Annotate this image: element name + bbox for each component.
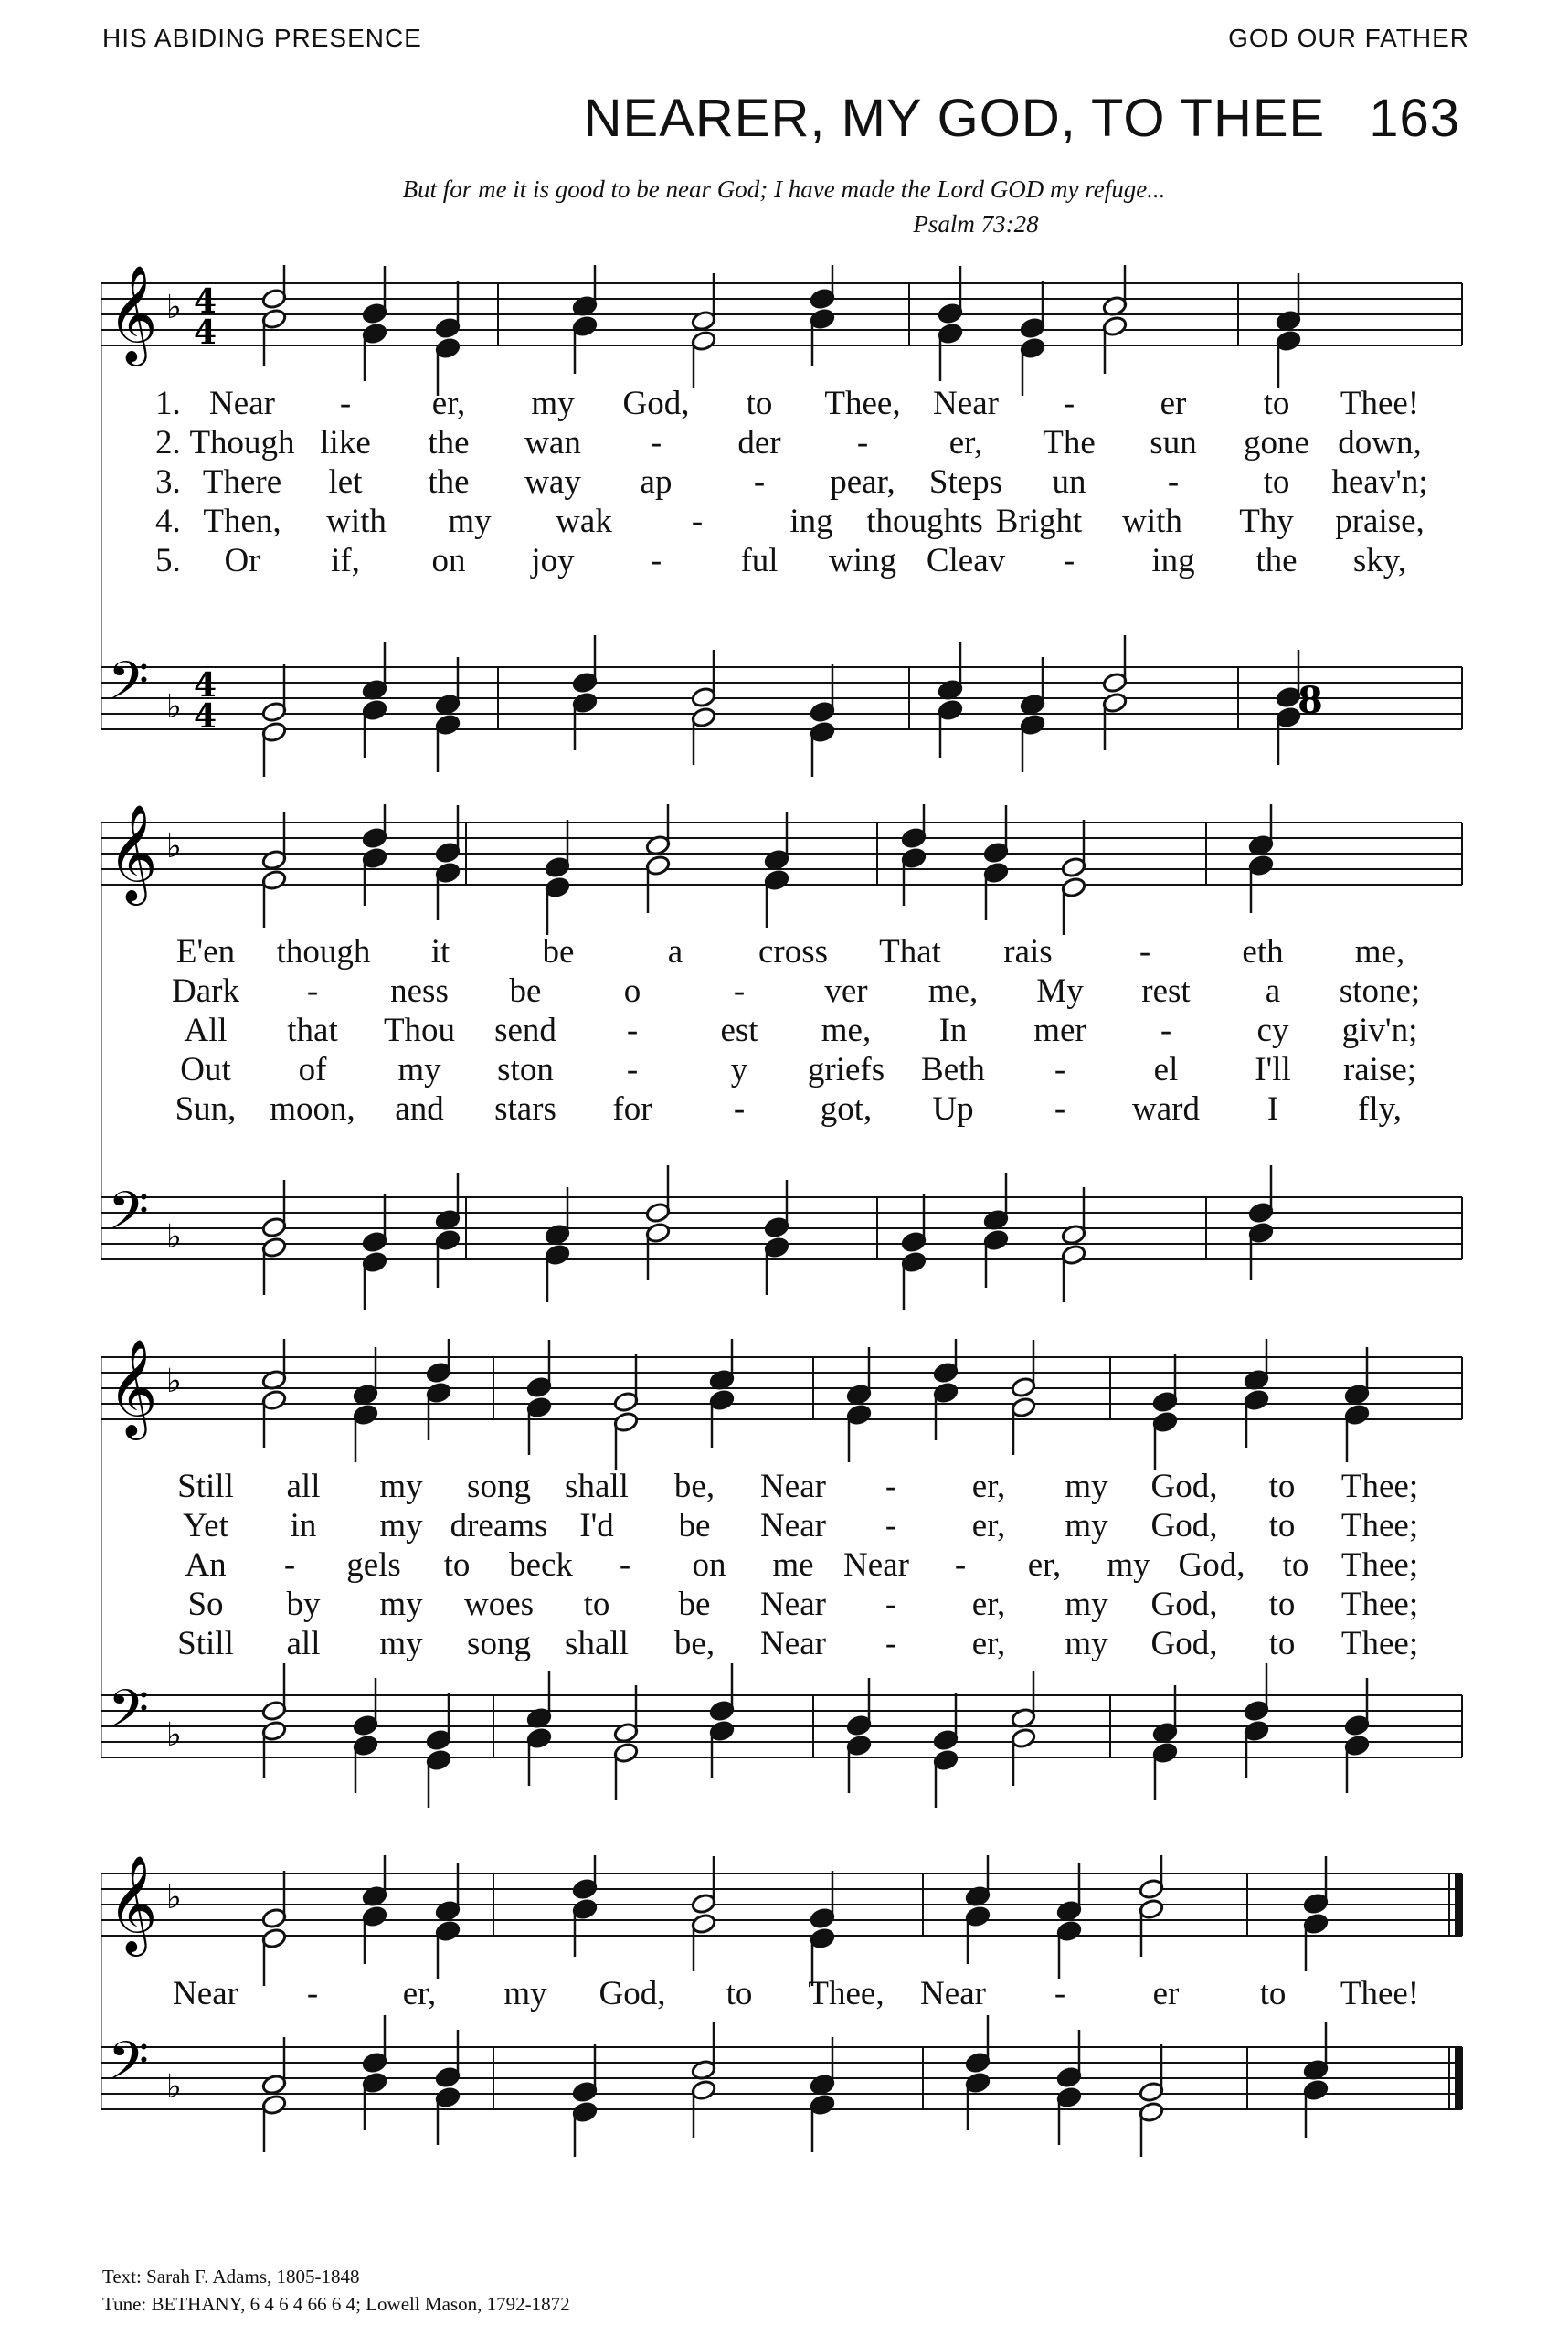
- lyric-syllable: to: [1268, 1468, 1296, 1505]
- lyric-syllable: God,: [1178, 1546, 1245, 1584]
- lyric-syllable: Still: [177, 1468, 234, 1505]
- lyric-syllable: the: [1255, 542, 1298, 579]
- flat-key-signature-icon: ♭: [166, 1218, 182, 1256]
- lyric-syllable: -: [626, 1051, 639, 1088]
- lyric-syllable: -: [306, 1975, 319, 2012]
- lyric-syllable: ap: [640, 463, 673, 501]
- lyric-syllable: joy: [531, 542, 575, 579]
- bass-clef-icon: 𝄢: [108, 1180, 150, 1255]
- lyric-syllable: to: [443, 1546, 471, 1584]
- lyric-syllable: er,: [948, 424, 983, 462]
- lyric-syllable: Thee;: [1340, 1546, 1419, 1584]
- lyric-syllable: my: [448, 503, 492, 540]
- bass-notes: [261, 635, 1301, 777]
- music-system-1: [101, 265, 1471, 777]
- lyric-syllable: my: [379, 1625, 423, 1662]
- lyric-syllable: er,: [971, 1625, 1006, 1662]
- lyric-syllable: o: [623, 972, 641, 1010]
- treble-clef-icon: 𝄞: [108, 265, 158, 362]
- lyric-syllable: with: [1122, 503, 1182, 540]
- lyric-syllable: Near: [173, 1975, 238, 2012]
- lyric-syllable: to: [1282, 1546, 1309, 1584]
- lyric-syllable: Near: [920, 1975, 986, 2012]
- lyric-syllable: dreams: [450, 1507, 548, 1545]
- lyric-syllable: that: [287, 1012, 338, 1049]
- lyric-syllable: be: [678, 1507, 711, 1545]
- bass-clef-icon: 𝄢: [108, 2030, 150, 2105]
- running-header-left: HIS ABIDING PRESENCE: [102, 24, 422, 52]
- treble-staff: [101, 1339, 1462, 1440]
- lyric-syllable: my: [1065, 1586, 1108, 1623]
- lyric-line: [101, 541, 1471, 581]
- lyric-line: [101, 1506, 1471, 1546]
- lyric-syllable: the: [428, 424, 470, 462]
- verse-number: 1.: [155, 385, 181, 422]
- lyric-syllable: mer: [1033, 1012, 1086, 1049]
- lyric-syllable: my: [379, 1507, 423, 1545]
- lyric-syllable: Thy: [1239, 503, 1294, 540]
- treble-clef-icon: 𝄞: [108, 804, 158, 901]
- lyric-syllable: woes: [463, 1586, 535, 1623]
- lyric-line: [101, 423, 1471, 463]
- flat-key-signature-icon: ♭: [166, 289, 182, 326]
- lyric-syllable: praise,: [1335, 503, 1425, 540]
- running-header-right: GOD OUR FATHER: [1228, 24, 1469, 52]
- lyric-syllable: Thee!: [1340, 1975, 1420, 2012]
- lyric-syllable: me: [772, 1546, 814, 1584]
- epigraph: [0, 172, 1568, 241]
- lyric-syllable: let: [328, 463, 363, 501]
- lyric-syllable: sky,: [1352, 542, 1407, 579]
- lyric-syllable: be: [509, 972, 542, 1010]
- lyric-syllable: er,: [971, 1586, 1006, 1623]
- lyric-syllable: -: [626, 1012, 639, 1049]
- lyric-syllable: I'll: [1255, 1051, 1291, 1088]
- lyric-syllable: Still: [177, 1625, 234, 1662]
- lyric-syllable: Thee;: [1340, 1507, 1419, 1545]
- epigraph-text: But for me it is good to be near God; I have made the Lord GOD my refuge...: [402, 175, 1166, 203]
- lyric-syllable: Up: [932, 1090, 974, 1128]
- lyric-syllable: God,: [1150, 1586, 1218, 1623]
- lyric-syllable: song: [467, 1625, 531, 1662]
- lyric-syllable: ver: [824, 972, 868, 1010]
- verse-number: 2.: [155, 424, 181, 462]
- bass-notes: [261, 1663, 1370, 1808]
- lyric-syllable: -: [1063, 542, 1075, 579]
- hymn-title: NEARER, MY GOD, TO THEE: [583, 89, 1326, 148]
- lyric-syllable: shall: [565, 1468, 629, 1505]
- lyric-syllable: -: [1167, 463, 1180, 501]
- lyric-syllable: Near: [933, 385, 999, 422]
- lyric-syllable: got,: [820, 1090, 873, 1128]
- lyric-syllable: Near: [760, 1468, 826, 1505]
- lyric-syllable: all: [286, 1468, 321, 1505]
- credits-tune: Tune: BETHANY, 6 4 6 4 66 6 4; Lowell Mason, 1792-1872: [102, 2293, 570, 2315]
- lyric-syllable: -: [339, 385, 352, 422]
- time-signature-top: 4: [194, 282, 217, 321]
- lyric-syllable: cross: [758, 933, 829, 971]
- bass-clef-icon: 𝄢: [108, 1678, 150, 1753]
- lyric-syllable: Or: [224, 542, 260, 579]
- credits: [102, 2263, 570, 2318]
- lyric-line: [101, 1011, 1471, 1051]
- lyric-syllable: -: [885, 1625, 897, 1662]
- lyric-syllable: ful: [740, 542, 779, 579]
- lyric-syllable: Near: [843, 1546, 909, 1584]
- lyric-syllable: God,: [622, 385, 690, 422]
- time-signature-top: 4: [194, 666, 217, 705]
- music-system-4: [101, 1855, 1471, 2157]
- lyric-syllable: gone: [1244, 424, 1309, 462]
- flat-key-signature-icon: ♭: [166, 1716, 182, 1754]
- lyric-syllable: -: [1139, 933, 1151, 971]
- lyric-syllable: wing: [829, 542, 896, 579]
- lyric-syllable: rais: [1003, 933, 1053, 971]
- lyric-line: [101, 971, 1471, 1012]
- lyric-syllable: beck: [509, 1546, 573, 1584]
- lyric-syllable: ing: [1151, 542, 1195, 579]
- lyric-syllable: fly,: [1358, 1090, 1402, 1128]
- lyric-syllable: to: [746, 385, 773, 422]
- lyric-line: [101, 1089, 1471, 1130]
- lyric-syllable: pear,: [830, 463, 895, 501]
- lyric-line: [101, 502, 1471, 542]
- lyric-syllable: Then,: [203, 503, 281, 540]
- lyric-syllable: way: [524, 463, 581, 501]
- verse-number: 4.: [155, 503, 181, 540]
- lyric-syllable: Steps: [928, 463, 1003, 501]
- lyric-syllable: That: [879, 933, 941, 971]
- flat-key-signature-icon: ♭: [166, 828, 182, 865]
- lyric-syllable: E'en: [175, 933, 236, 971]
- lyric-syllable: Thee;: [1340, 1625, 1419, 1662]
- time-signature-bottom: 4: [194, 697, 217, 736]
- hymn-title-block: [584, 88, 1460, 149]
- verse-number: 5.: [155, 542, 181, 579]
- lyric-syllable: er,: [971, 1468, 1006, 1505]
- flat-key-signature-icon: ♭: [166, 2068, 182, 2106]
- lyric-syllable: eth: [1242, 933, 1284, 971]
- lyric-syllable: me,: [927, 972, 979, 1010]
- lyric-syllable: my: [1065, 1468, 1108, 1505]
- lyric-syllable: to: [1263, 385, 1290, 422]
- lyric-syllable: Thee,: [808, 1975, 885, 2012]
- lyric-syllable: -: [1160, 1012, 1172, 1049]
- lyric-syllable: God,: [1150, 1507, 1218, 1545]
- lyric-syllable: me,: [821, 1012, 872, 1049]
- lyric-syllable: -: [733, 1090, 746, 1128]
- lyric-syllable: gels: [346, 1546, 401, 1584]
- lyric-line: [101, 932, 1471, 972]
- lyric-syllable: I'd: [579, 1507, 614, 1545]
- bass-staff: [101, 2030, 1463, 2109]
- treble-clef-icon: 𝄞: [108, 1339, 158, 1436]
- lyric-syllable: Thou: [383, 1012, 456, 1049]
- treble-staff: [101, 1855, 1463, 1957]
- lyric-syllable: God,: [1150, 1625, 1218, 1662]
- lyric-syllable: on: [431, 542, 466, 579]
- lyric-syllable: I: [1266, 1090, 1279, 1128]
- lyric-syllable: -: [753, 463, 766, 501]
- lyric-syllable: shall: [565, 1625, 629, 1662]
- lyric-syllable: my: [397, 1051, 441, 1088]
- lyric-syllable: Near: [760, 1586, 826, 1623]
- lyric-syllable: by: [286, 1586, 321, 1623]
- lyric-syllable: el: [1153, 1051, 1179, 1088]
- bass-clef-icon: 𝄢: [108, 650, 150, 725]
- lyric-syllable: be: [542, 933, 575, 971]
- lyric-syllable: my: [1065, 1507, 1108, 1545]
- lyric-line: [101, 1974, 1471, 2014]
- lyric-syllable: Near: [760, 1625, 826, 1662]
- lyric-syllable: -: [733, 972, 746, 1010]
- lyric-syllable: my: [531, 385, 575, 422]
- hymn-number: 163: [1369, 89, 1460, 148]
- lyric-syllable: Near: [209, 385, 275, 422]
- lyric-syllable: er,: [1027, 1546, 1062, 1584]
- lyric-syllable: -: [619, 1546, 631, 1584]
- lyric-syllable: for: [612, 1090, 652, 1128]
- lyric-syllable: er: [1160, 385, 1187, 422]
- lyric-syllable: In: [938, 1012, 968, 1049]
- lyric-syllable: and: [395, 1090, 444, 1128]
- lyric-syllable: to: [1268, 1586, 1296, 1623]
- lyric-syllable: -: [954, 1546, 967, 1584]
- lyric-syllable: my: [379, 1586, 423, 1623]
- lyric-syllable: with: [326, 503, 387, 540]
- lyric-syllable: moon,: [270, 1090, 355, 1128]
- lyric-syllable: the: [428, 463, 470, 501]
- bass-notes: [261, 2015, 1329, 2157]
- lyric-syllable: Out: [180, 1051, 231, 1088]
- lyric-syllable: giv'n;: [1341, 1012, 1418, 1049]
- lyric-syllable: thoughts: [866, 503, 983, 540]
- lyric-syllable: -: [691, 503, 704, 540]
- lyric-syllable: -: [650, 542, 662, 579]
- bass-staff: [101, 650, 1462, 736]
- lyric-syllable: ward: [1132, 1090, 1200, 1128]
- epigraph-reference: Psalm 73:28: [913, 210, 1039, 238]
- flat-key-signature-icon: ♭: [166, 688, 182, 726]
- lyric-syllable: to: [583, 1586, 610, 1623]
- verse-number: 3.: [155, 463, 181, 501]
- lyric-syllable: ing: [789, 503, 833, 540]
- lyric-syllable: be,: [673, 1468, 715, 1505]
- lyric-syllable: ness: [390, 972, 449, 1010]
- lyric-syllable: a: [667, 933, 683, 971]
- lyric-syllable: -: [1054, 1090, 1066, 1128]
- lyric-line: [101, 1545, 1471, 1586]
- lyric-syllable: der: [737, 424, 781, 462]
- lyric-syllable: to: [1268, 1625, 1296, 1662]
- lyric-syllable: on: [692, 1546, 726, 1584]
- lyric-syllable: stars: [494, 1090, 556, 1128]
- treble-clef-icon: 𝄞: [108, 1855, 158, 1952]
- credits-text: Text: Sarah F. Adams, 1805-1848: [102, 2266, 360, 2288]
- lyric-syllable: a: [1265, 972, 1281, 1010]
- lyric-syllable: be,: [673, 1625, 715, 1662]
- lyric-syllable: -: [1054, 1051, 1066, 1088]
- bass-chord-marker: 8: [1298, 679, 1323, 722]
- lyric-syllable: er,: [431, 385, 466, 422]
- lyric-syllable: Dark: [172, 972, 239, 1010]
- lyric-syllable: to: [1263, 463, 1290, 501]
- lyric-syllable: God,: [599, 1975, 666, 2012]
- lyric-syllable: Thee;: [1340, 1586, 1419, 1623]
- lyric-syllable: my: [1107, 1546, 1150, 1584]
- bass-notes: [261, 1165, 1274, 1310]
- lyric-syllable: -: [885, 1507, 897, 1545]
- lyric-syllable: all: [286, 1625, 321, 1662]
- lyric-syllable: to: [1268, 1507, 1296, 1545]
- lyric-syllable: wan: [524, 424, 581, 462]
- flat-key-signature-icon: ♭: [166, 1879, 182, 1916]
- lyric-line: [101, 384, 1471, 424]
- lyric-syllable: So: [187, 1586, 224, 1623]
- treble-staff: [101, 265, 1462, 366]
- lyric-syllable: My: [1036, 972, 1084, 1010]
- lyric-syllable: Thee;: [1340, 1468, 1419, 1505]
- lyric-syllable: like: [320, 424, 371, 462]
- lyric-syllable: Thee!: [1340, 385, 1420, 422]
- lyric-syllable: There: [202, 463, 282, 501]
- lyric-syllable: Though: [189, 424, 295, 462]
- lyric-syllable: heav'n;: [1331, 463, 1428, 501]
- music-system-2: [101, 804, 1471, 1316]
- music-system-3: [101, 1339, 1471, 1814]
- lyric-syllable: my: [379, 1468, 423, 1505]
- lyric-syllable: Thee,: [824, 385, 901, 422]
- lyric-syllable: -: [1054, 1975, 1066, 2012]
- lyric-syllable: wak: [556, 503, 612, 540]
- lyric-syllable: un: [1052, 463, 1086, 501]
- time-signature-bottom: 4: [194, 313, 217, 352]
- lyric-syllable: Bright: [995, 503, 1083, 540]
- lyric-syllable: it: [430, 933, 450, 971]
- lyric-line: [101, 462, 1471, 503]
- lyric-syllable: cy: [1256, 1012, 1289, 1049]
- lyric-syllable: y: [730, 1051, 748, 1088]
- lyric-syllable: if,: [331, 542, 360, 579]
- lyric-syllable: ston: [497, 1051, 554, 1088]
- lyric-line: [101, 1585, 1471, 1625]
- lyric-syllable: -: [856, 424, 869, 462]
- lyric-syllable: Yet: [183, 1507, 228, 1545]
- lyric-syllable: -: [1063, 385, 1075, 422]
- lyric-syllable: -: [885, 1468, 897, 1505]
- lyric-syllable: er,: [402, 1975, 437, 2012]
- lyric-syllable: stone;: [1339, 972, 1421, 1010]
- lyric-syllable: -: [650, 424, 662, 462]
- lyric-syllable: griefs: [807, 1051, 885, 1088]
- lyric-syllable: est: [720, 1012, 758, 1049]
- lyric-syllable: er,: [971, 1507, 1006, 1545]
- lyric-syllable: down,: [1338, 424, 1422, 462]
- lyric-syllable: -: [306, 972, 319, 1010]
- lyric-syllable: me,: [1354, 933, 1405, 971]
- lyric-syllable: of: [298, 1051, 327, 1088]
- lyric-syllable: Near: [760, 1507, 826, 1545]
- lyric-syllable: Cleav: [926, 542, 1006, 579]
- lyric-syllable: -: [885, 1586, 897, 1623]
- lyric-syllable: Beth: [921, 1051, 985, 1088]
- lyric-syllable: -: [283, 1546, 296, 1584]
- lyric-syllable: All: [184, 1012, 228, 1049]
- lyric-syllable: An: [185, 1546, 227, 1584]
- lyric-syllable: to: [726, 1975, 753, 2012]
- lyric-syllable: song: [467, 1468, 531, 1505]
- lyric-syllable: though: [276, 933, 371, 971]
- lyric-syllable: to: [1259, 1975, 1287, 2012]
- lyric-syllable: raise;: [1342, 1051, 1417, 1088]
- flat-key-signature-icon: ♭: [166, 1363, 182, 1400]
- lyric-line: [101, 1624, 1471, 1664]
- lyric-syllable: God,: [1150, 1468, 1218, 1505]
- lyric-syllable: send: [494, 1012, 556, 1049]
- lyric-syllable: The: [1043, 424, 1096, 462]
- lyric-line: [101, 1467, 1471, 1507]
- lyric-syllable: er: [1152, 1975, 1180, 2012]
- lyric-line: [101, 1050, 1471, 1090]
- lyric-syllable: rest: [1141, 972, 1191, 1010]
- lyric-syllable: be: [678, 1586, 711, 1623]
- lyric-syllable: my: [1065, 1625, 1108, 1662]
- lyric-syllable: in: [290, 1507, 317, 1545]
- lyric-syllable: Sun,: [175, 1090, 237, 1128]
- lyric-syllable: sun: [1150, 424, 1197, 462]
- lyric-syllable: my: [503, 1975, 547, 2012]
